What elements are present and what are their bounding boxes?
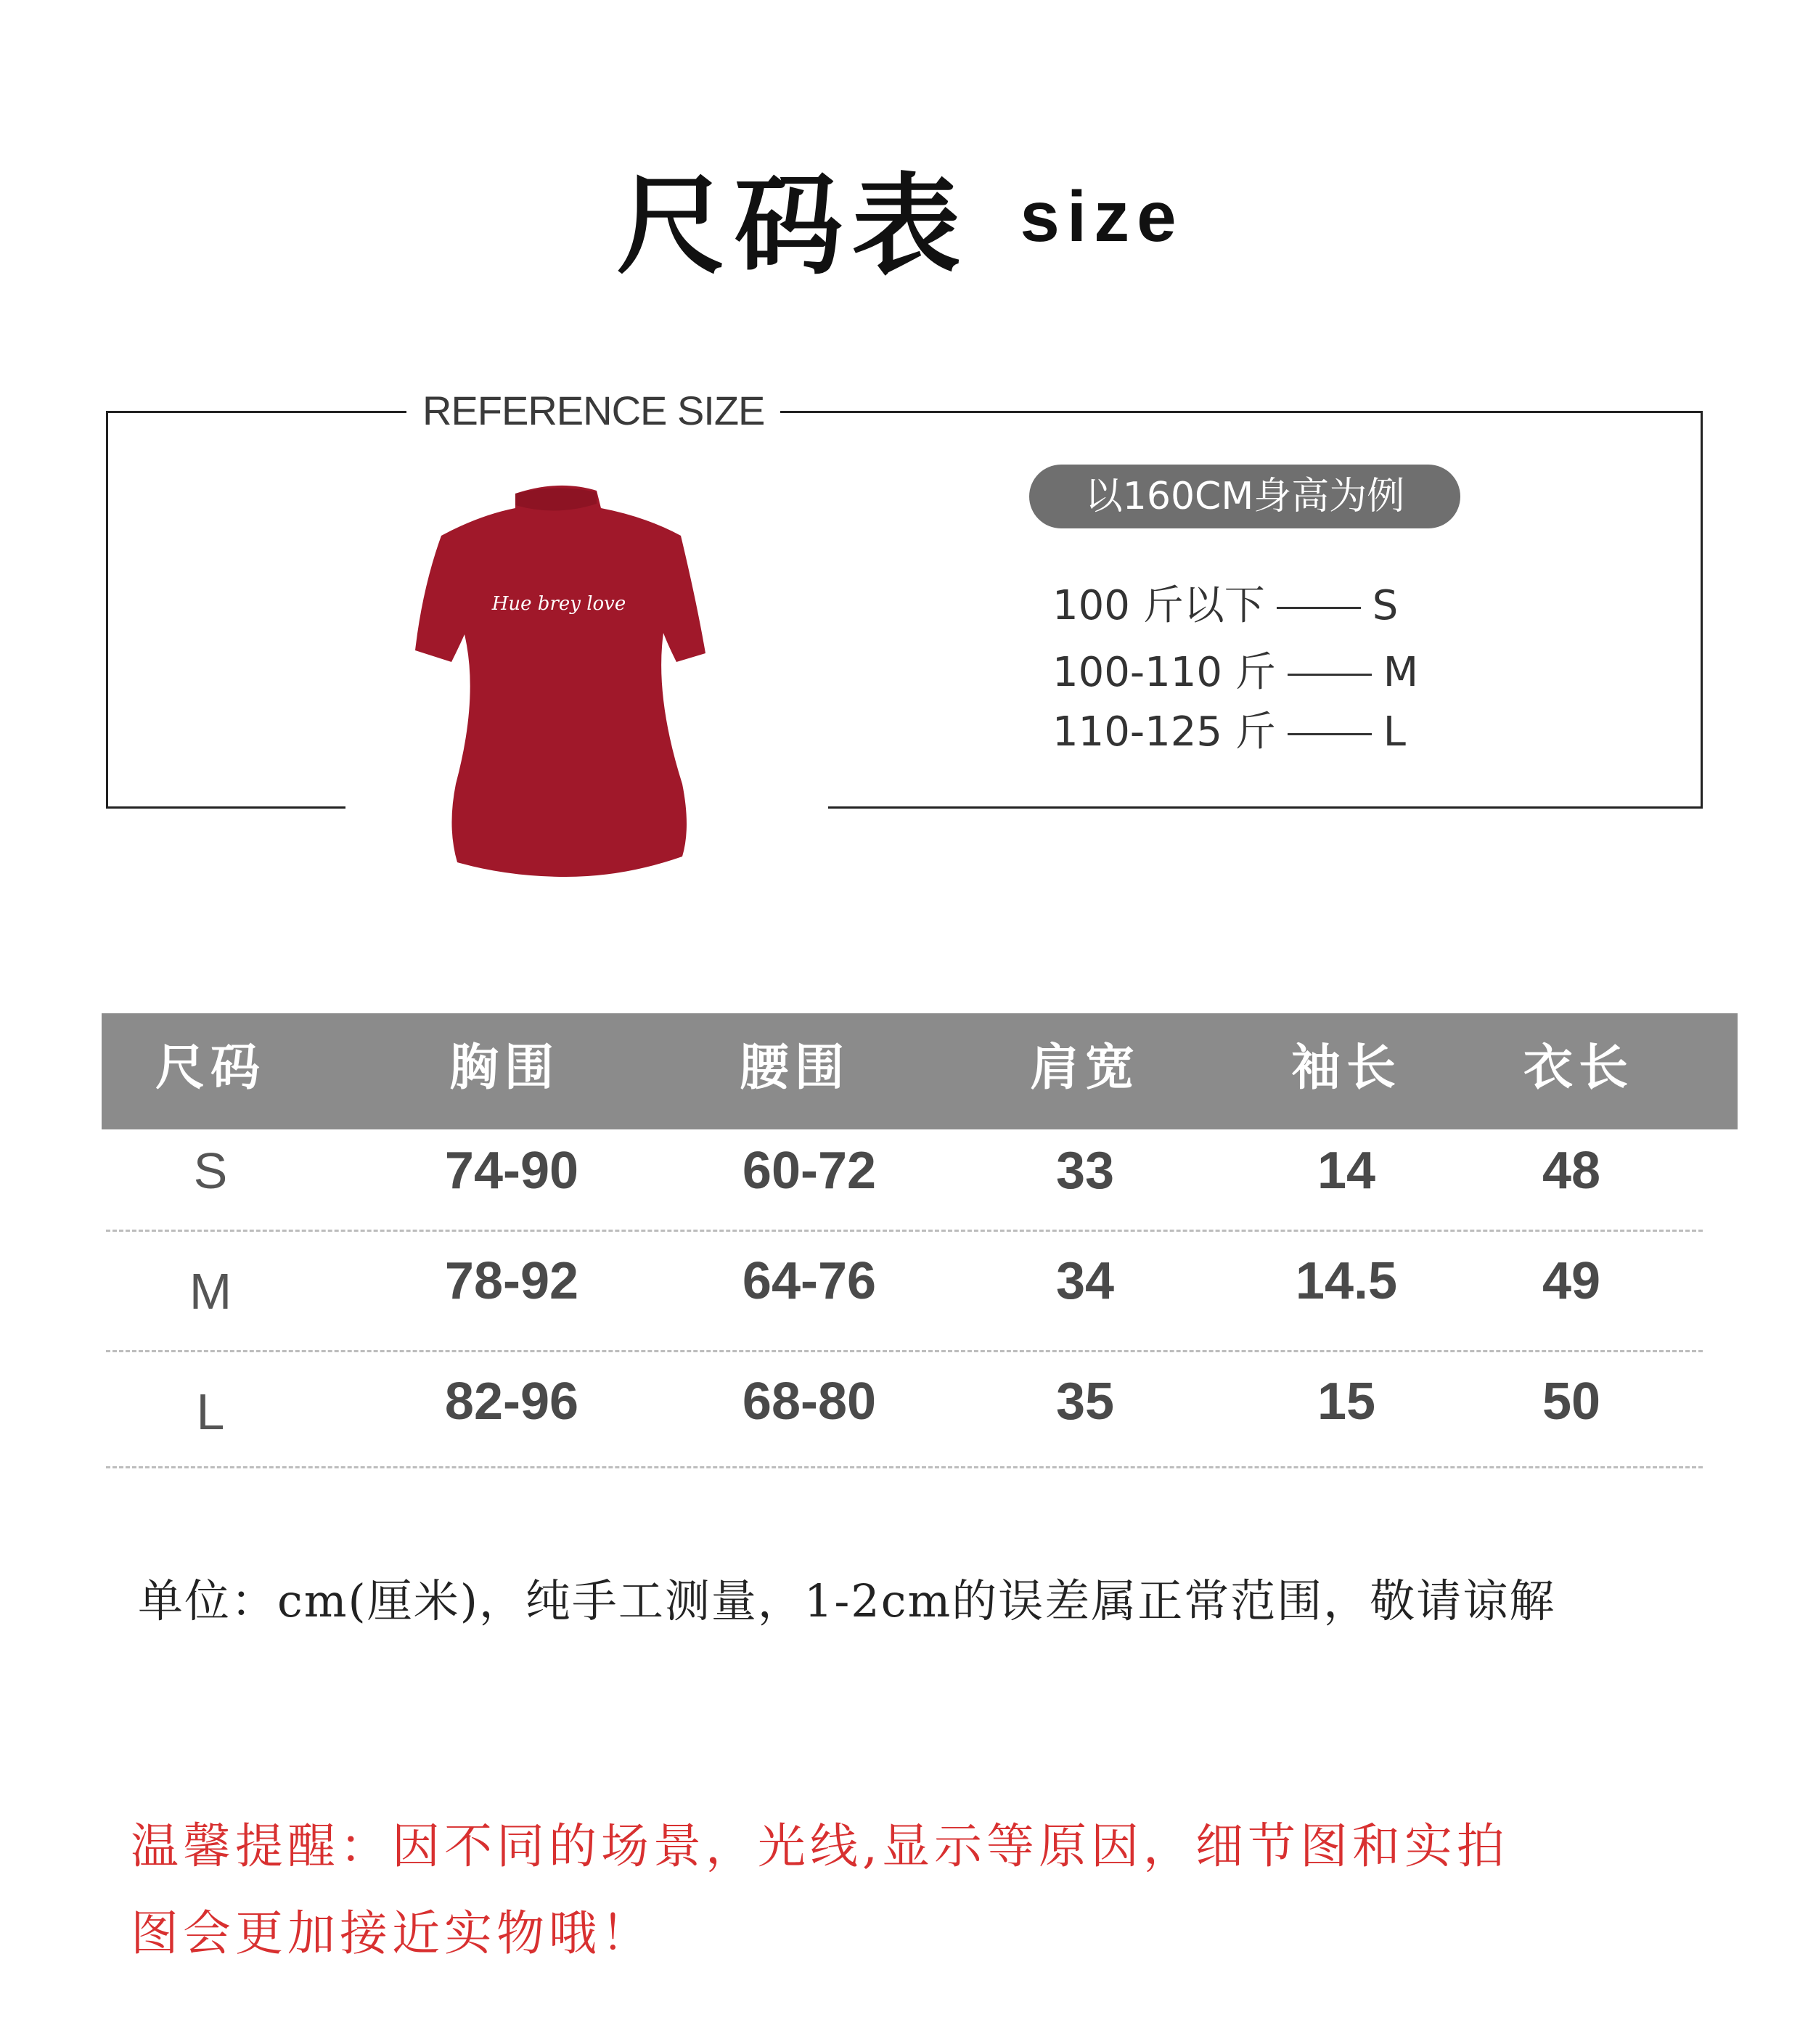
unit-note: 单位：cm(厘米)，纯手工测量，1-2cm的误差属正常范围，敬请谅解 xyxy=(138,1574,1556,1627)
tip-line-2: 图会更加接近实物哦！ xyxy=(131,1905,653,1961)
reference-size-label: REFERENCE SIZE xyxy=(406,383,780,438)
size-table-header xyxy=(102,1013,1738,1129)
cell-size: S xyxy=(193,1142,228,1199)
cell-sleeve: 14 xyxy=(1317,1142,1376,1200)
cell-length: 49 xyxy=(1542,1252,1601,1310)
cell-shoulder: 35 xyxy=(1055,1373,1115,1431)
tip-line-1: 温馨提醒：因不同的场景，光线,显示等原因，细节图和实拍 xyxy=(131,1818,1509,1874)
page-title xyxy=(0,138,1800,295)
cell-sleeve: 15 xyxy=(1317,1373,1376,1431)
reference-size-box xyxy=(106,411,1703,809)
table-row xyxy=(102,1347,1738,1456)
dash-line xyxy=(1288,674,1372,676)
height-note-badge: 以160CM身高为例 xyxy=(1029,465,1460,528)
cell-sleeve: 14.5 xyxy=(1295,1252,1398,1310)
cell-size: M xyxy=(189,1263,232,1320)
title-chinese: 尺码表 xyxy=(616,162,970,290)
table-row xyxy=(102,1116,1738,1225)
header-waist: 腰围 xyxy=(739,1039,850,1097)
header-chest: 胸围 xyxy=(449,1039,560,1097)
cell-shoulder: 34 xyxy=(1055,1252,1115,1310)
row-separator xyxy=(106,1466,1703,1468)
weight-size: L xyxy=(1383,708,1406,756)
cell-chest: 82-96 xyxy=(444,1373,579,1431)
weight-range: 100 斤以下 xyxy=(1052,582,1265,629)
cell-chest: 74-90 xyxy=(444,1142,579,1200)
header-shoulder: 肩宽 xyxy=(1029,1039,1140,1097)
dash-line xyxy=(1277,607,1361,609)
cell-chest: 78-92 xyxy=(444,1252,579,1310)
cell-shoulder: 33 xyxy=(1055,1142,1115,1200)
cell-waist: 68-80 xyxy=(742,1373,877,1431)
cell-waist: 60-72 xyxy=(742,1142,877,1200)
cell-length: 50 xyxy=(1542,1373,1601,1431)
weight-range: 100-110 斤 xyxy=(1052,649,1276,696)
tshirt-image xyxy=(406,479,711,886)
weight-size: S xyxy=(1372,582,1399,629)
title-english: size xyxy=(1020,176,1184,256)
header-size: 尺码 xyxy=(155,1039,266,1097)
weight-rule-l xyxy=(1052,707,1406,758)
table-row xyxy=(102,1227,1738,1336)
weight-rule-s xyxy=(1052,581,1398,631)
cell-size: L xyxy=(196,1383,225,1440)
weight-rule-m xyxy=(1052,647,1418,698)
cell-waist: 64-76 xyxy=(742,1252,877,1310)
weight-range: 110-125 斤 xyxy=(1052,708,1276,756)
dash-line xyxy=(1288,733,1372,735)
tshirt-body xyxy=(415,486,705,877)
header-sleeve: 袖长 xyxy=(1290,1039,1402,1097)
cell-length: 48 xyxy=(1542,1142,1601,1200)
tshirt-print: Hue brey love xyxy=(491,593,626,615)
header-length: 衣长 xyxy=(1523,1039,1634,1097)
weight-size: M xyxy=(1383,649,1419,696)
